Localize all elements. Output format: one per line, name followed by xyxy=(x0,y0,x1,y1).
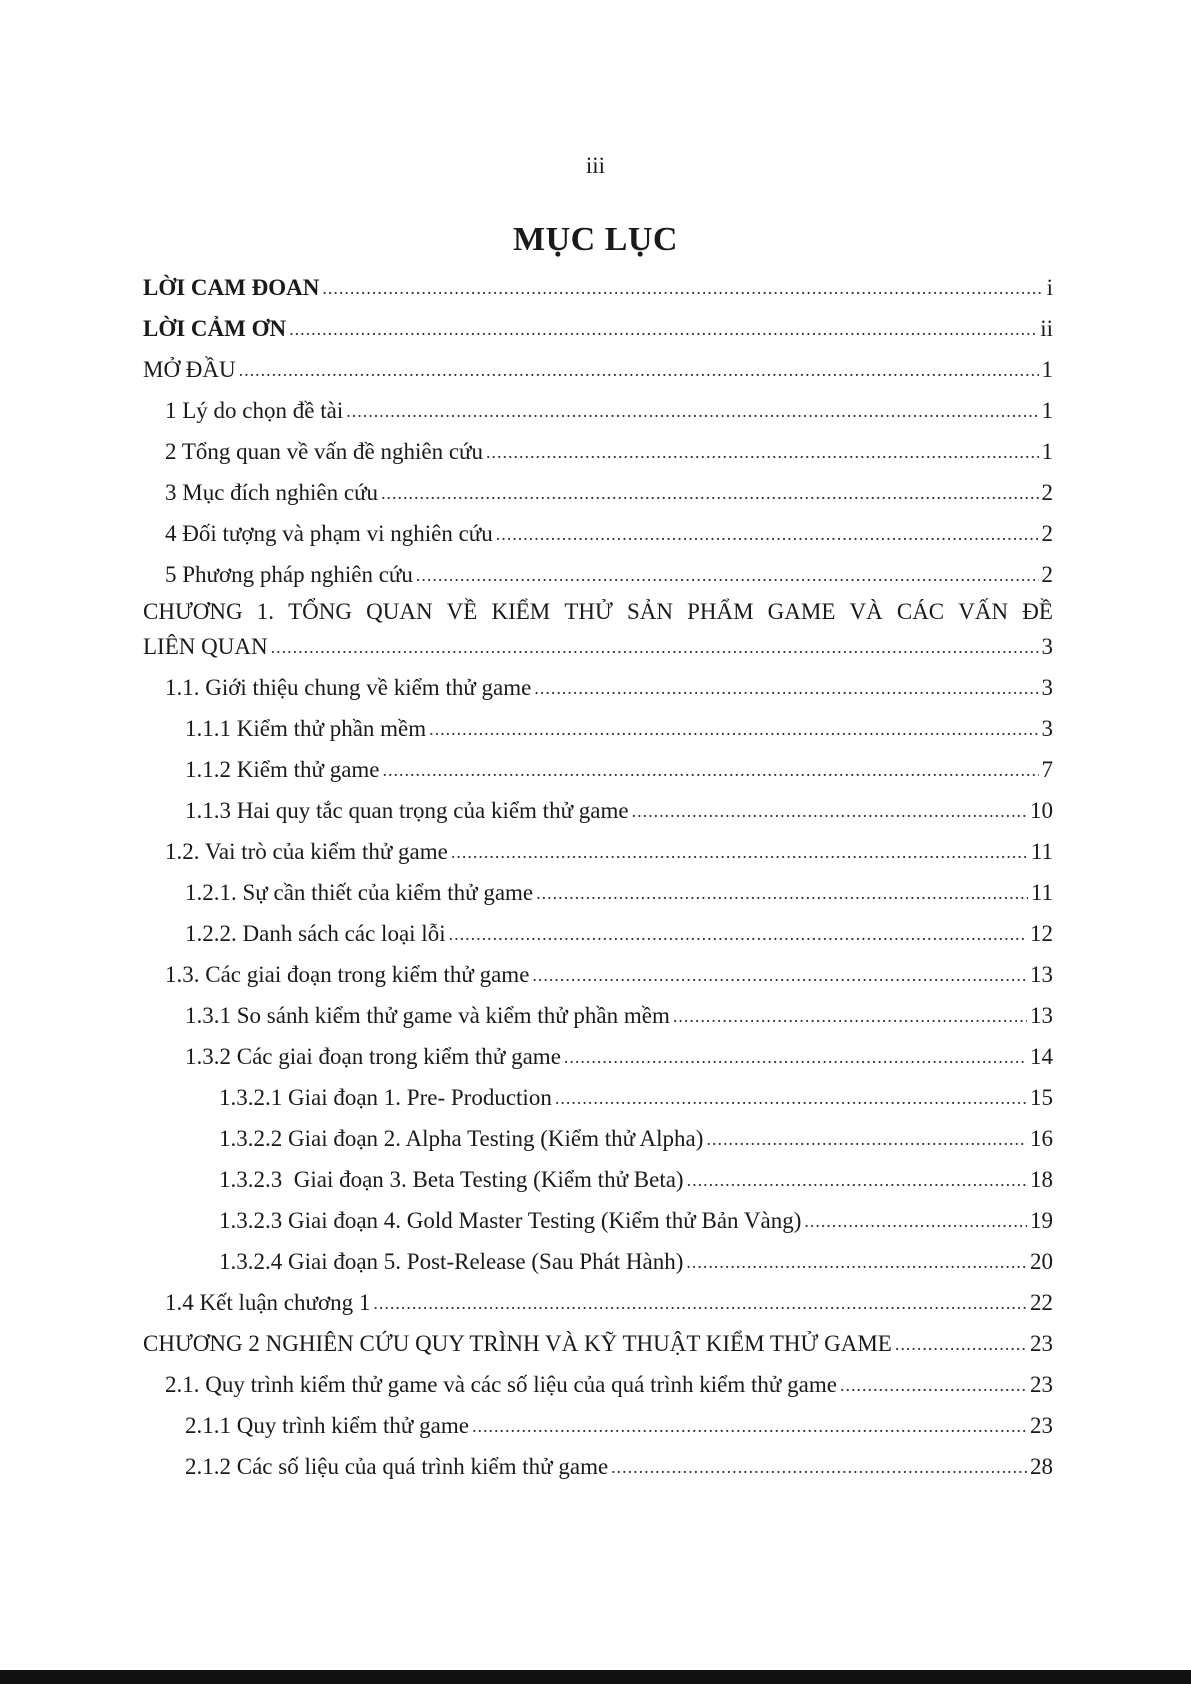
toc-entry-title: 1.3.2.3 Giai đoạn 4. Gold Master Testing (Kiểm thử Bản Vàng) xyxy=(219,1208,802,1233)
toc-entry-title: MỞ ĐẦU xyxy=(143,357,236,382)
toc-entry-page: 1 xyxy=(1041,439,1053,464)
toc-entry[interactable] xyxy=(143,705,1053,746)
toc-entry-page: 3 xyxy=(1041,634,1053,659)
toc-entry-page: 1 xyxy=(1041,398,1053,423)
toc-dot-leader xyxy=(555,1084,1027,1112)
toc-entry-page: 28 xyxy=(1030,1454,1053,1479)
toc-entry[interactable] xyxy=(143,664,1053,705)
toc-entry-title: 1.3.2.4 Giai đoạn 5. Post-Release (Sau Phát Hành) xyxy=(219,1249,684,1274)
toc-entry-title: CHƯƠNG 2 NGHIÊN CỨU QUY TRÌNH VÀ KỸ THUẬT KIỂM THỬ GAME xyxy=(143,1331,892,1356)
toc-entry-title: LỜI CAM ĐOAN xyxy=(143,275,320,300)
toc-entry[interactable] xyxy=(143,1074,1053,1115)
toc-entry-title: 2.1.1 Quy trình kiểm thử game xyxy=(185,1413,469,1438)
toc-entry[interactable] xyxy=(143,787,1053,828)
toc-dot-leader xyxy=(673,1002,1027,1030)
toc-entry-title: 1.3.2.1 Giai đoạn 1. Pre- Production xyxy=(219,1085,552,1110)
toc-entry-word: ĐỀ xyxy=(1022,599,1053,624)
toc-dot-leader xyxy=(536,879,1028,907)
toc-entry-word: KIỂM xyxy=(491,599,551,624)
toc-entry[interactable] xyxy=(143,1361,1053,1402)
toc-dot-leader xyxy=(416,561,1039,589)
toc-entry[interactable] xyxy=(143,869,1053,910)
toc-entry-page: 12 xyxy=(1030,921,1053,946)
toc-dot-leader xyxy=(496,520,1039,548)
toc-entry-word: THỬ xyxy=(564,599,613,624)
toc-entry-title: 5 Phương pháp nghiên cứu xyxy=(165,562,413,587)
toc-entry[interactable] xyxy=(143,469,1053,510)
toc-entry-page: 11 xyxy=(1030,880,1053,905)
toc-entry-title: 1.2. Vai trò của kiểm thử game xyxy=(165,839,448,864)
toc-dot-leader xyxy=(632,797,1027,825)
toc-entry[interactable] xyxy=(143,1279,1053,1320)
toc-entry-word: CHƯƠNG xyxy=(143,599,243,624)
toc-entry-page: 2 xyxy=(1041,521,1053,546)
toc-entry[interactable] xyxy=(143,828,1053,869)
toc-entry-page: 2 xyxy=(1041,562,1053,587)
toc-entry-title: 1.1. Giới thiệu chung về kiểm thử game xyxy=(165,675,532,700)
toc-entry-page: 3 xyxy=(1041,675,1053,700)
toc-dot-leader xyxy=(451,838,1028,866)
toc-entry-title: 1.3.2.3 Giai đoạn 3. Beta Testing (Kiểm thử Beta) xyxy=(219,1167,684,1192)
toc-entry-page: 18 xyxy=(1030,1167,1053,1192)
toc-entry-page: 7 xyxy=(1041,757,1053,782)
toc-entry-word: VÀ xyxy=(849,599,883,624)
toc-entry[interactable] xyxy=(143,630,1053,664)
toc-entry-word: CÁC xyxy=(896,599,945,624)
toc-entry[interactable] xyxy=(143,428,1053,469)
toc-entry-page: 1 xyxy=(1041,357,1053,382)
toc-entry-title: 1 Lý do chọn đề tài xyxy=(165,398,344,423)
toc-entry-title: 1.2.1. Sự cần thiết của kiểm thử game xyxy=(185,880,534,905)
toc-entry-title: 2.1.2 Các số liệu của quá trình kiểm thử game xyxy=(185,1454,609,1479)
toc-dot-leader xyxy=(611,1453,1027,1481)
toc-entry-word: SẢN xyxy=(626,599,673,624)
toc-entry-title: 1.4 Kết luận chương 1 xyxy=(165,1290,371,1315)
bottom-scan-edge xyxy=(0,1670,1191,1684)
toc-entry-title: LIÊN QUAN xyxy=(143,634,268,659)
toc-entry[interactable] xyxy=(143,1197,1053,1238)
toc-entry[interactable] xyxy=(143,1156,1053,1197)
toc-entry[interactable] xyxy=(143,1238,1053,1279)
toc-entry-title: 1.3.2 Các giai đoạn trong kiểm thử game xyxy=(185,1044,561,1069)
toc-entry-wrapped-line xyxy=(143,592,1053,630)
toc-entry-page: i xyxy=(1046,275,1053,300)
toc-entry-title: 1.3.1 So sánh kiểm thử game và kiểm thử phần mềm xyxy=(185,1003,670,1028)
toc-entry-word: QUAN xyxy=(366,599,433,624)
toc-entry-page: 23 xyxy=(1030,1372,1053,1397)
toc-entry-title: 4 Đối tượng và phạm vi nghiên cứu xyxy=(165,521,493,546)
toc-entry-word: GAME xyxy=(767,599,836,624)
toc-entry-page: 23 xyxy=(1030,1413,1053,1438)
toc-entry[interactable] xyxy=(143,305,1053,346)
toc-dot-leader xyxy=(383,756,1039,784)
toc-entry-title: 2.1. Quy trình kiểm thử game và các số liệu của quá trình kiểm thử game xyxy=(165,1372,837,1397)
toc-entry-title: 1.3.2.2 Giai đoạn 2. Alpha Testing (Kiểm thử Alpha) xyxy=(219,1126,704,1151)
toc-entry-page: 10 xyxy=(1030,798,1053,823)
toc-entry-page: 13 xyxy=(1030,1003,1053,1028)
toc-entry-word: TỔNG xyxy=(288,599,352,624)
toc-entry-title: 1.1.3 Hai quy tắc quan trọng của kiểm thử game xyxy=(185,798,629,823)
toc-entry[interactable] xyxy=(143,510,1053,551)
toc-dot-leader xyxy=(449,920,1027,948)
toc-entry[interactable] xyxy=(143,746,1053,787)
table-of-contents xyxy=(143,264,1053,1484)
toc-entry-page: 16 xyxy=(1030,1126,1053,1151)
toc-entry-title: 3 Mục đích nghiên cứu xyxy=(165,480,379,505)
toc-entry-page: 20 xyxy=(1030,1249,1053,1274)
toc-entry[interactable] xyxy=(143,1320,1053,1361)
toc-dot-leader xyxy=(706,1125,1027,1153)
toc-dot-leader xyxy=(429,715,1038,743)
toc-entry[interactable] xyxy=(143,551,1053,592)
toc-entry-title: 1.3. Các giai đoạn trong kiểm thử game xyxy=(165,962,530,987)
toc-dot-leader xyxy=(804,1207,1027,1235)
toc-dot-leader xyxy=(840,1371,1027,1399)
toc-entry-title: 1.2.2. Danh sách các loại lỗi xyxy=(185,921,446,946)
toc-entry[interactable] xyxy=(143,951,1053,992)
toc-entry-page: 15 xyxy=(1030,1085,1053,1110)
toc-entry-title: LỜI CẢM ƠN xyxy=(143,316,287,341)
toc-dot-leader xyxy=(271,633,1039,661)
toc-dot-leader xyxy=(289,315,1037,343)
toc-entry-page: 11 xyxy=(1030,839,1053,864)
toc-entry-page: 13 xyxy=(1030,962,1053,987)
toc-entry[interactable] xyxy=(143,1402,1053,1443)
toc-dot-leader xyxy=(322,274,1043,302)
toc-dot-leader xyxy=(687,1166,1027,1194)
toc-entry[interactable] xyxy=(143,992,1053,1033)
toc-dot-leader xyxy=(239,356,1039,384)
toc-entry-word: PHẨM xyxy=(687,599,754,624)
toc-entry[interactable] xyxy=(143,264,1053,305)
toc-dot-leader xyxy=(895,1330,1027,1358)
toc-title: MỤC LỤC xyxy=(513,221,678,258)
toc-dot-leader xyxy=(534,674,1038,702)
toc-dot-leader xyxy=(486,438,1039,466)
toc-entry-page: 23 xyxy=(1030,1331,1053,1356)
toc-entry-page: 14 xyxy=(1030,1044,1053,1069)
toc-entry-word: 1. xyxy=(256,599,274,624)
toc-dot-leader xyxy=(532,961,1027,989)
toc-dot-leader xyxy=(373,1289,1027,1317)
toc-entry[interactable] xyxy=(143,1115,1053,1156)
toc-entry[interactable] xyxy=(143,387,1053,428)
toc-entry-title: 1.1.2 Kiểm thử game xyxy=(185,757,380,782)
toc-entry[interactable] xyxy=(143,346,1053,387)
toc-dot-leader xyxy=(686,1248,1027,1276)
toc-dot-leader xyxy=(381,479,1038,507)
toc-entry[interactable] xyxy=(143,1033,1053,1074)
toc-entry-page: 22 xyxy=(1030,1290,1053,1315)
toc-entry[interactable] xyxy=(143,910,1053,951)
toc-entry-page: 3 xyxy=(1041,716,1053,741)
toc-dot-leader xyxy=(564,1043,1027,1071)
toc-dot-leader xyxy=(346,397,1038,425)
toc-entry-page: ii xyxy=(1040,316,1053,341)
toc-entry-title: 1.1.1 Kiểm thử phần mềm xyxy=(185,716,427,741)
toc-entry-page: 19 xyxy=(1030,1208,1053,1233)
page-number: iii xyxy=(585,153,606,178)
toc-entry-page: 2 xyxy=(1041,480,1053,505)
toc-entry-word: VỀ xyxy=(446,599,478,624)
toc-entry[interactable] xyxy=(143,1443,1053,1484)
toc-dot-leader xyxy=(472,1412,1027,1440)
toc-entry-word: VẤN xyxy=(958,599,1009,624)
toc-entry-title: 2 Tổng quan về vấn đề nghiên cứu xyxy=(165,439,483,464)
